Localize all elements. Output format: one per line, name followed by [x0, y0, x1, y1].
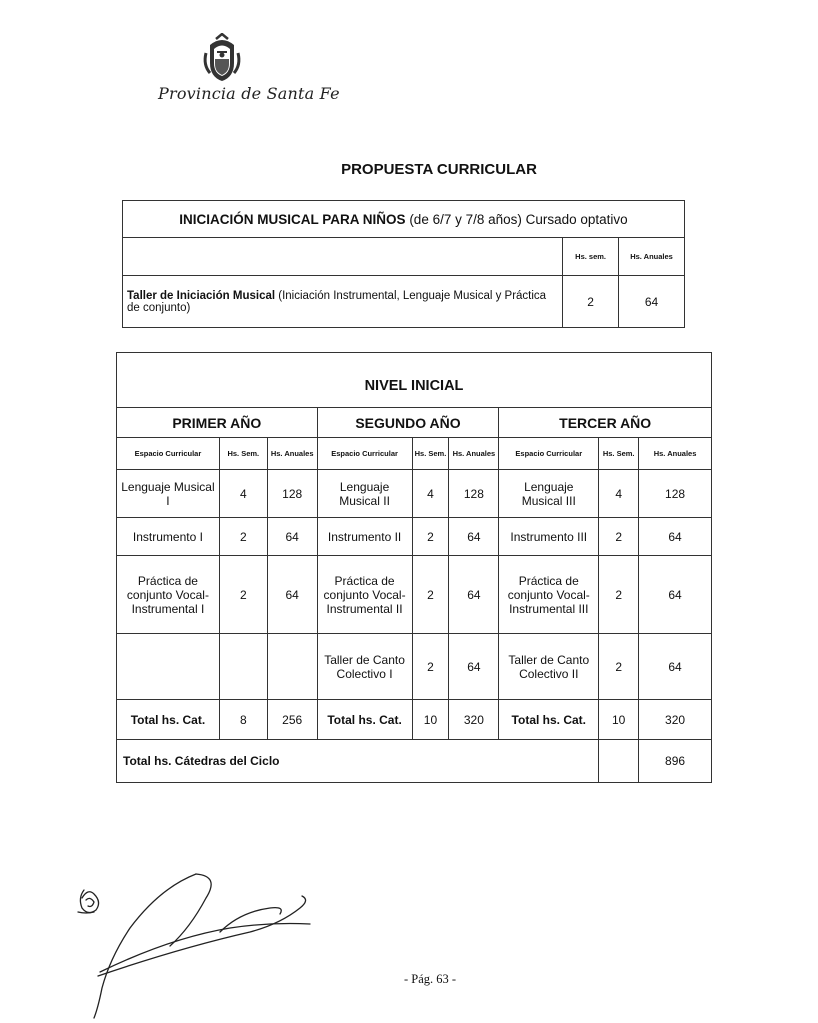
espacio-cell: Lenguaje Musical III: [499, 470, 599, 518]
hs-anuales-cell: 64: [639, 634, 712, 700]
hs-anuales-cell: 128: [449, 470, 499, 518]
iniciacion-heading: INICIACIÓN MUSICAL PARA NIÑOS (de 6/7 y 7/8 años) Cursado optativo: [123, 201, 685, 238]
hs-sem-cell: 2: [599, 556, 639, 634]
hs-anuales-cell: 64: [449, 556, 499, 634]
table-row: [117, 556, 712, 634]
ciclo-value: 896: [639, 740, 712, 783]
nivel-inicial-table: [116, 352, 712, 783]
year-heading: TERCER AÑO: [499, 408, 712, 438]
total-hs-anuales: 256: [267, 700, 317, 740]
totals-row: [117, 700, 712, 740]
hs-sem-cell: [219, 634, 267, 700]
espacio-cell: Instrumento III: [499, 518, 599, 556]
iniciacion-table: [122, 200, 685, 328]
hs-anuales-cell: 64: [267, 518, 317, 556]
hs-sem-cell: 4: [412, 470, 449, 518]
provincial-seal-icon: [200, 33, 244, 83]
hs-anuales-cell: 64: [449, 634, 499, 700]
hs-anuales-cell: 64: [449, 518, 499, 556]
table-row: [117, 518, 712, 556]
page-number: - Pág. 63 -: [403, 972, 457, 986]
col-espacio: Espacio Curricular: [117, 438, 220, 470]
espacio-cell: Instrumento II: [317, 518, 412, 556]
total-hs-sem: 8: [219, 700, 267, 740]
hs-sem-cell: 2: [412, 518, 449, 556]
year-heading: PRIMER AÑO: [117, 408, 318, 438]
espacio-cell: Taller de Canto Colectivo I: [317, 634, 412, 700]
espacio-cell: Instrumento I: [117, 518, 220, 556]
espacio-cell: Lenguaje Musical I: [117, 470, 220, 518]
total-label: Total hs. Cat.: [317, 700, 412, 740]
ciclo-total-row: [117, 740, 712, 783]
empty-cell: [599, 740, 639, 783]
total-hs-sem: 10: [599, 700, 639, 740]
hs-sem-cell: 4: [599, 470, 639, 518]
hs-anuales-cell: 64: [639, 556, 712, 634]
hs-sem-cell: 2: [412, 556, 449, 634]
hs-sem-cell: 2: [219, 556, 267, 634]
col-espacio: Espacio Curricular: [499, 438, 599, 470]
col-hs-sem: Hs. Sem.: [219, 438, 267, 470]
col-hs-sem: Hs. Sem.: [412, 438, 449, 470]
hs-sem-cell: 2: [599, 518, 639, 556]
table-row: [117, 470, 712, 518]
hs-sem-cell: 2: [412, 634, 449, 700]
hs-anuales-cell: 128: [639, 470, 712, 518]
hs-anuales-cell: 64: [639, 518, 712, 556]
empty-cell: [123, 238, 563, 276]
col-hs-sem: Hs. Sem.: [599, 438, 639, 470]
nivel-title: NIVEL INICIAL: [117, 353, 712, 408]
hs-sem-cell: 4: [219, 470, 267, 518]
total-hs-anuales: 320: [639, 700, 712, 740]
espacio-cell: Práctica de conjunto Vocal-Instrumental III: [499, 556, 599, 634]
col-hs-anuales: Hs. Anuales: [639, 438, 712, 470]
year-heading: SEGUNDO AÑO: [317, 408, 499, 438]
province-name: Provincia de Santa Fe: [158, 84, 340, 103]
col-hs-sem: Hs. sem.: [563, 238, 619, 276]
hs-anuales-cell: [267, 634, 317, 700]
taller-hs-sem: 2: [563, 276, 619, 328]
col-hs-anuales: Hs. Anuales: [619, 238, 685, 276]
total-label: Total hs. Cat.: [117, 700, 220, 740]
hs-anuales-cell: 64: [267, 556, 317, 634]
espacio-cell: Práctica de conjunto Vocal-Instrumental I: [117, 556, 220, 634]
hs-sem-cell: 2: [219, 518, 267, 556]
col-hs-anuales: Hs. Anuales: [449, 438, 499, 470]
col-hs-anuales: Hs. Anuales: [267, 438, 317, 470]
handwritten-signature: [70, 868, 330, 1023]
taller-name: Taller de Iniciación Musical (Iniciación Instrumental, Lenguaje Musical y Práctica de conjunto): [123, 276, 563, 328]
total-label: Total hs. Cat.: [499, 700, 599, 740]
espacio-cell: Taller de Canto Colectivo II: [499, 634, 599, 700]
taller-hs-anuales: 64: [619, 276, 685, 328]
total-hs-anuales: 320: [449, 700, 499, 740]
page-title: PROPUESTA CURRICULAR: [341, 161, 537, 178]
espacio-cell: Práctica de conjunto Vocal-Instrumental II: [317, 556, 412, 634]
total-hs-sem: 10: [412, 700, 449, 740]
table-row: [117, 634, 712, 700]
espacio-cell: [117, 634, 220, 700]
espacio-cell: Lenguaje Musical II: [317, 470, 412, 518]
ciclo-label: Total hs. Cátedras del Ciclo: [117, 740, 599, 783]
hs-anuales-cell: 128: [267, 470, 317, 518]
col-espacio: Espacio Curricular: [317, 438, 412, 470]
hs-sem-cell: 2: [599, 634, 639, 700]
